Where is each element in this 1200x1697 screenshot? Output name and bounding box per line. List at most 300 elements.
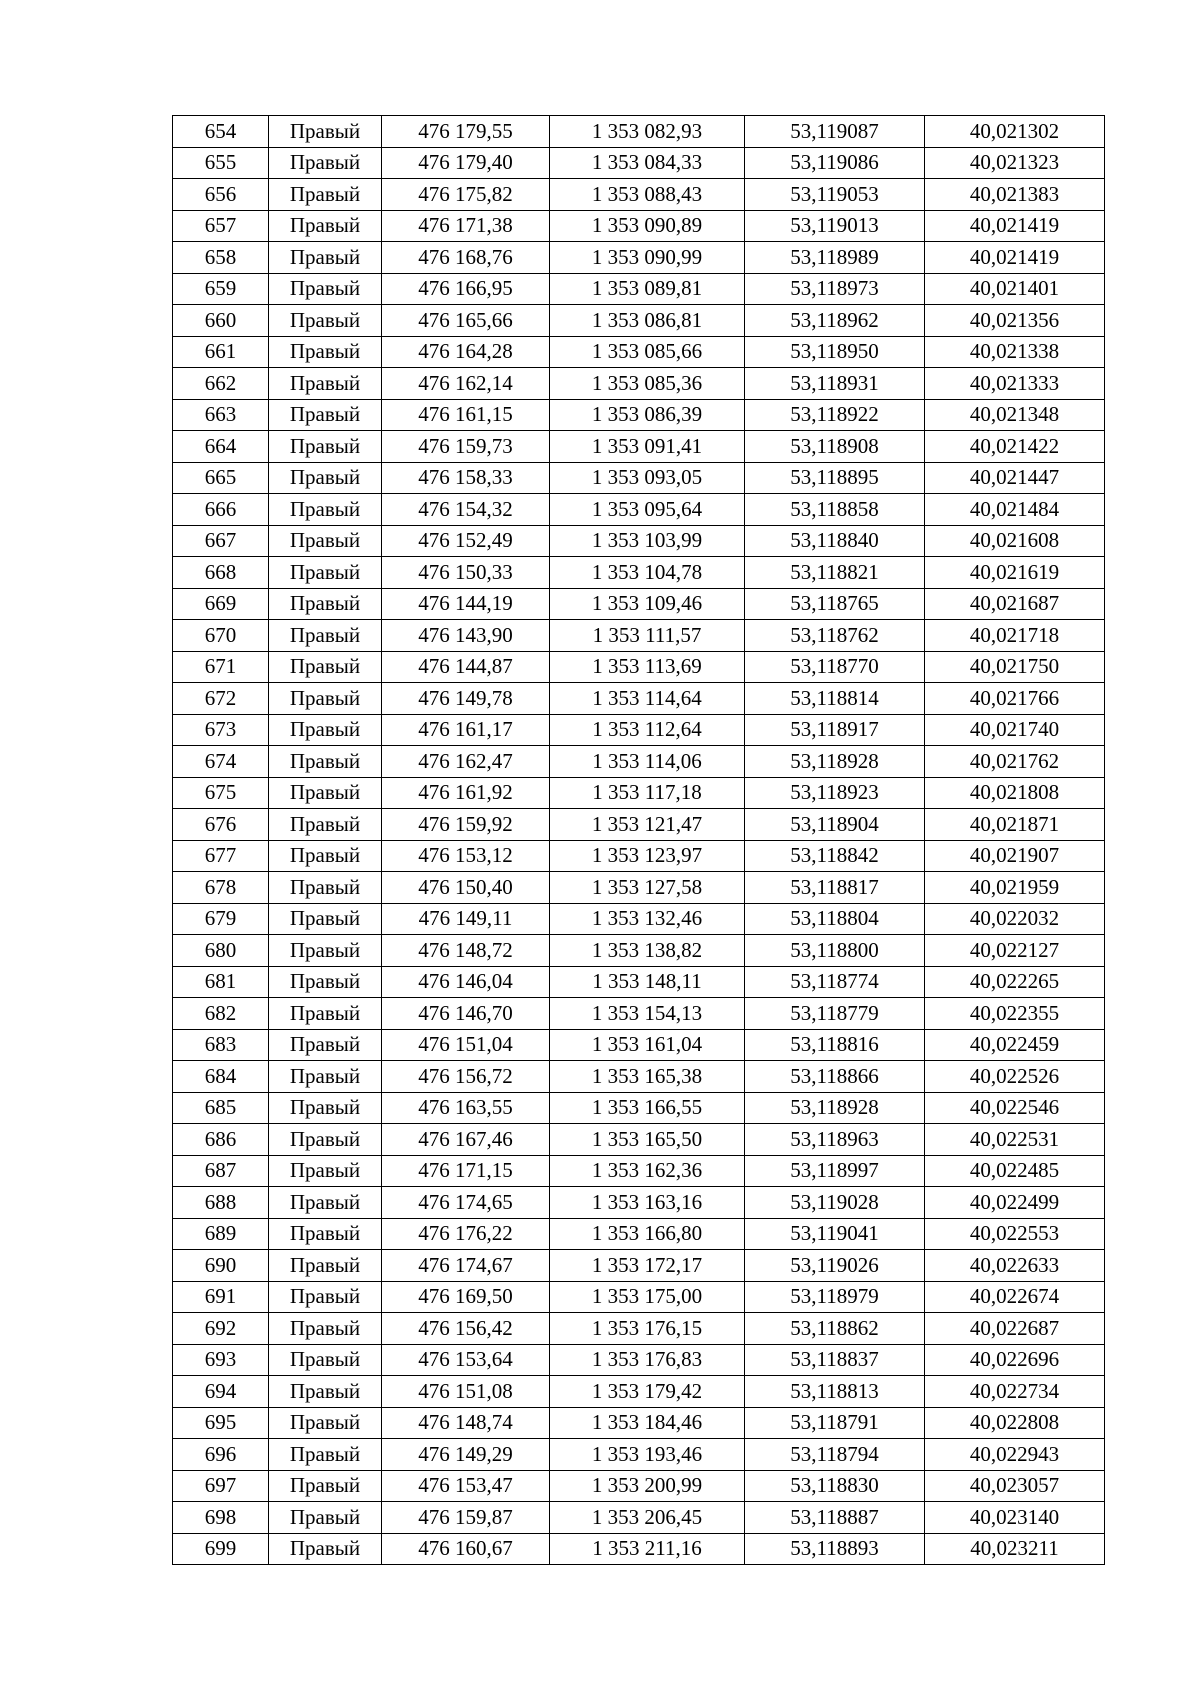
point-number-cell: 664 bbox=[173, 431, 269, 463]
x-coordinate-cell: 476 148,72 bbox=[382, 935, 550, 967]
x-coordinate-cell: 476 162,47 bbox=[382, 746, 550, 778]
point-number-cell: 690 bbox=[173, 1250, 269, 1282]
side-cell: Правый bbox=[269, 1029, 382, 1061]
side-cell: Правый bbox=[269, 336, 382, 368]
side-cell: Правый bbox=[269, 620, 382, 652]
point-number-cell: 699 bbox=[173, 1533, 269, 1565]
side-cell: Правый bbox=[269, 714, 382, 746]
point-number-cell: 672 bbox=[173, 683, 269, 715]
y-coordinate-cell: 1 353 175,00 bbox=[550, 1281, 745, 1313]
longitude-cell: 40,021766 bbox=[925, 683, 1105, 715]
y-coordinate-cell: 1 353 206,45 bbox=[550, 1502, 745, 1534]
latitude-cell: 53,118858 bbox=[745, 494, 925, 526]
side-cell: Правый bbox=[269, 1250, 382, 1282]
point-number-cell: 687 bbox=[173, 1155, 269, 1187]
side-cell: Правый bbox=[269, 872, 382, 904]
latitude-cell: 53,119041 bbox=[745, 1218, 925, 1250]
table-row bbox=[173, 777, 1105, 809]
point-number-cell: 681 bbox=[173, 966, 269, 998]
x-coordinate-cell: 476 154,32 bbox=[382, 494, 550, 526]
side-cell: Правый bbox=[269, 368, 382, 400]
longitude-cell: 40,021484 bbox=[925, 494, 1105, 526]
point-number-cell: 692 bbox=[173, 1313, 269, 1345]
longitude-cell: 40,022265 bbox=[925, 966, 1105, 998]
point-number-cell: 698 bbox=[173, 1502, 269, 1534]
longitude-cell: 40,021348 bbox=[925, 399, 1105, 431]
longitude-cell: 40,021619 bbox=[925, 557, 1105, 589]
side-cell: Правый bbox=[269, 462, 382, 494]
x-coordinate-cell: 476 150,40 bbox=[382, 872, 550, 904]
x-coordinate-cell: 476 179,40 bbox=[382, 147, 550, 179]
table-row bbox=[173, 746, 1105, 778]
longitude-cell: 40,021740 bbox=[925, 714, 1105, 746]
side-cell: Правый bbox=[269, 1313, 382, 1345]
longitude-cell: 40,022546 bbox=[925, 1092, 1105, 1124]
y-coordinate-cell: 1 353 089,81 bbox=[550, 273, 745, 305]
longitude-cell: 40,022032 bbox=[925, 903, 1105, 935]
longitude-cell: 40,021356 bbox=[925, 305, 1105, 337]
point-number-cell: 678 bbox=[173, 872, 269, 904]
longitude-cell: 40,022734 bbox=[925, 1376, 1105, 1408]
longitude-cell: 40,021718 bbox=[925, 620, 1105, 652]
x-coordinate-cell: 476 152,49 bbox=[382, 525, 550, 557]
table-row bbox=[173, 872, 1105, 904]
side-cell: Правый bbox=[269, 840, 382, 872]
table-row bbox=[173, 1344, 1105, 1376]
latitude-cell: 53,118791 bbox=[745, 1407, 925, 1439]
side-cell: Правый bbox=[269, 242, 382, 274]
y-coordinate-cell: 1 353 166,80 bbox=[550, 1218, 745, 1250]
longitude-cell: 40,022355 bbox=[925, 998, 1105, 1030]
y-coordinate-cell: 1 353 084,33 bbox=[550, 147, 745, 179]
x-coordinate-cell: 476 146,70 bbox=[382, 998, 550, 1030]
x-coordinate-cell: 476 164,28 bbox=[382, 336, 550, 368]
longitude-cell: 40,022808 bbox=[925, 1407, 1105, 1439]
latitude-cell: 53,118997 bbox=[745, 1155, 925, 1187]
point-number-cell: 659 bbox=[173, 273, 269, 305]
y-coordinate-cell: 1 353 104,78 bbox=[550, 557, 745, 589]
x-coordinate-cell: 476 149,29 bbox=[382, 1439, 550, 1471]
x-coordinate-cell: 476 158,33 bbox=[382, 462, 550, 494]
x-coordinate-cell: 476 153,47 bbox=[382, 1470, 550, 1502]
latitude-cell: 53,118922 bbox=[745, 399, 925, 431]
longitude-cell: 40,021907 bbox=[925, 840, 1105, 872]
latitude-cell: 53,118774 bbox=[745, 966, 925, 998]
table-row bbox=[173, 809, 1105, 841]
y-coordinate-cell: 1 353 085,36 bbox=[550, 368, 745, 400]
table-row bbox=[173, 1250, 1105, 1282]
point-number-cell: 663 bbox=[173, 399, 269, 431]
y-coordinate-cell: 1 353 113,69 bbox=[550, 651, 745, 683]
table-row bbox=[173, 368, 1105, 400]
table-row bbox=[173, 1061, 1105, 1093]
table-row bbox=[173, 966, 1105, 998]
side-cell: Правый bbox=[269, 1376, 382, 1408]
latitude-cell: 53,118842 bbox=[745, 840, 925, 872]
x-coordinate-cell: 476 149,11 bbox=[382, 903, 550, 935]
side-cell: Правый bbox=[269, 1187, 382, 1219]
x-coordinate-cell: 476 160,67 bbox=[382, 1533, 550, 1565]
latitude-cell: 53,118979 bbox=[745, 1281, 925, 1313]
table-row bbox=[173, 210, 1105, 242]
y-coordinate-cell: 1 353 161,04 bbox=[550, 1029, 745, 1061]
table-row bbox=[173, 399, 1105, 431]
longitude-cell: 40,023140 bbox=[925, 1502, 1105, 1534]
x-coordinate-cell: 476 179,55 bbox=[382, 116, 550, 148]
x-coordinate-cell: 476 161,92 bbox=[382, 777, 550, 809]
longitude-cell: 40,022499 bbox=[925, 1187, 1105, 1219]
table-row bbox=[173, 525, 1105, 557]
latitude-cell: 53,118804 bbox=[745, 903, 925, 935]
side-cell: Правый bbox=[269, 1502, 382, 1534]
x-coordinate-cell: 476 153,64 bbox=[382, 1344, 550, 1376]
x-coordinate-cell: 476 171,38 bbox=[382, 210, 550, 242]
side-cell: Правый bbox=[269, 273, 382, 305]
latitude-cell: 53,118816 bbox=[745, 1029, 925, 1061]
side-cell: Правый bbox=[269, 431, 382, 463]
y-coordinate-cell: 1 353 111,57 bbox=[550, 620, 745, 652]
longitude-cell: 40,023211 bbox=[925, 1533, 1105, 1565]
latitude-cell: 53,118821 bbox=[745, 557, 925, 589]
latitude-cell: 53,118862 bbox=[745, 1313, 925, 1345]
table-row bbox=[173, 116, 1105, 148]
table-row bbox=[173, 840, 1105, 872]
y-coordinate-cell: 1 353 172,17 bbox=[550, 1250, 745, 1282]
y-coordinate-cell: 1 353 112,64 bbox=[550, 714, 745, 746]
latitude-cell: 53,118765 bbox=[745, 588, 925, 620]
table-row bbox=[173, 588, 1105, 620]
point-number-cell: 671 bbox=[173, 651, 269, 683]
latitude-cell: 53,119087 bbox=[745, 116, 925, 148]
y-coordinate-cell: 1 353 090,89 bbox=[550, 210, 745, 242]
longitude-cell: 40,022127 bbox=[925, 935, 1105, 967]
side-cell: Правый bbox=[269, 777, 382, 809]
latitude-cell: 53,118904 bbox=[745, 809, 925, 841]
y-coordinate-cell: 1 353 176,83 bbox=[550, 1344, 745, 1376]
y-coordinate-cell: 1 353 086,81 bbox=[550, 305, 745, 337]
x-coordinate-cell: 476 143,90 bbox=[382, 620, 550, 652]
longitude-cell: 40,021871 bbox=[925, 809, 1105, 841]
latitude-cell: 53,118895 bbox=[745, 462, 925, 494]
point-number-cell: 668 bbox=[173, 557, 269, 589]
y-coordinate-cell: 1 353 179,42 bbox=[550, 1376, 745, 1408]
longitude-cell: 40,022674 bbox=[925, 1281, 1105, 1313]
latitude-cell: 53,118962 bbox=[745, 305, 925, 337]
latitude-cell: 53,118887 bbox=[745, 1502, 925, 1534]
x-coordinate-cell: 476 156,42 bbox=[382, 1313, 550, 1345]
x-coordinate-cell: 476 159,87 bbox=[382, 1502, 550, 1534]
x-coordinate-cell: 476 167,46 bbox=[382, 1124, 550, 1156]
side-cell: Правый bbox=[269, 1344, 382, 1376]
table-row bbox=[173, 1376, 1105, 1408]
point-number-cell: 682 bbox=[173, 998, 269, 1030]
side-cell: Правый bbox=[269, 1155, 382, 1187]
side-cell: Правый bbox=[269, 651, 382, 683]
point-number-cell: 670 bbox=[173, 620, 269, 652]
table-row bbox=[173, 998, 1105, 1030]
x-coordinate-cell: 476 151,04 bbox=[382, 1029, 550, 1061]
y-coordinate-cell: 1 353 103,99 bbox=[550, 525, 745, 557]
longitude-cell: 40,023057 bbox=[925, 1470, 1105, 1502]
table-row bbox=[173, 431, 1105, 463]
x-coordinate-cell: 476 151,08 bbox=[382, 1376, 550, 1408]
x-coordinate-cell: 476 156,72 bbox=[382, 1061, 550, 1093]
table-row bbox=[173, 903, 1105, 935]
longitude-cell: 40,021338 bbox=[925, 336, 1105, 368]
side-cell: Правый bbox=[269, 809, 382, 841]
longitude-cell: 40,021383 bbox=[925, 179, 1105, 211]
x-coordinate-cell: 476 161,17 bbox=[382, 714, 550, 746]
longitude-cell: 40,021422 bbox=[925, 431, 1105, 463]
x-coordinate-cell: 476 159,92 bbox=[382, 809, 550, 841]
point-number-cell: 674 bbox=[173, 746, 269, 778]
side-cell: Правый bbox=[269, 116, 382, 148]
latitude-cell: 53,118770 bbox=[745, 651, 925, 683]
side-cell: Правый bbox=[269, 494, 382, 526]
y-coordinate-cell: 1 353 132,46 bbox=[550, 903, 745, 935]
longitude-cell: 40,021687 bbox=[925, 588, 1105, 620]
point-number-cell: 680 bbox=[173, 935, 269, 967]
side-cell: Правый bbox=[269, 1092, 382, 1124]
y-coordinate-cell: 1 353 088,43 bbox=[550, 179, 745, 211]
side-cell: Правый bbox=[269, 683, 382, 715]
longitude-cell: 40,021447 bbox=[925, 462, 1105, 494]
y-coordinate-cell: 1 353 086,39 bbox=[550, 399, 745, 431]
latitude-cell: 53,118779 bbox=[745, 998, 925, 1030]
longitude-cell: 40,022696 bbox=[925, 1344, 1105, 1376]
x-coordinate-cell: 476 162,14 bbox=[382, 368, 550, 400]
longitude-cell: 40,021419 bbox=[925, 210, 1105, 242]
y-coordinate-cell: 1 353 162,36 bbox=[550, 1155, 745, 1187]
latitude-cell: 53,118866 bbox=[745, 1061, 925, 1093]
point-number-cell: 684 bbox=[173, 1061, 269, 1093]
point-number-cell: 686 bbox=[173, 1124, 269, 1156]
longitude-cell: 40,021762 bbox=[925, 746, 1105, 778]
point-number-cell: 657 bbox=[173, 210, 269, 242]
x-coordinate-cell: 476 175,82 bbox=[382, 179, 550, 211]
side-cell: Правый bbox=[269, 210, 382, 242]
side-cell: Правый bbox=[269, 525, 382, 557]
y-coordinate-cell: 1 353 193,46 bbox=[550, 1439, 745, 1471]
y-coordinate-cell: 1 353 184,46 bbox=[550, 1407, 745, 1439]
point-number-cell: 660 bbox=[173, 305, 269, 337]
point-number-cell: 695 bbox=[173, 1407, 269, 1439]
x-coordinate-cell: 476 169,50 bbox=[382, 1281, 550, 1313]
x-coordinate-cell: 476 166,95 bbox=[382, 273, 550, 305]
x-coordinate-cell: 476 176,22 bbox=[382, 1218, 550, 1250]
longitude-cell: 40,022687 bbox=[925, 1313, 1105, 1345]
point-number-cell: 689 bbox=[173, 1218, 269, 1250]
side-cell: Правый bbox=[269, 998, 382, 1030]
latitude-cell: 53,118908 bbox=[745, 431, 925, 463]
x-coordinate-cell: 476 161,15 bbox=[382, 399, 550, 431]
point-number-cell: 655 bbox=[173, 147, 269, 179]
longitude-cell: 40,021608 bbox=[925, 525, 1105, 557]
point-number-cell: 676 bbox=[173, 809, 269, 841]
x-coordinate-cell: 476 148,74 bbox=[382, 1407, 550, 1439]
side-cell: Правый bbox=[269, 1533, 382, 1565]
latitude-cell: 53,119053 bbox=[745, 179, 925, 211]
point-number-cell: 683 bbox=[173, 1029, 269, 1061]
table-row bbox=[173, 1281, 1105, 1313]
x-coordinate-cell: 476 174,65 bbox=[382, 1187, 550, 1219]
longitude-cell: 40,022459 bbox=[925, 1029, 1105, 1061]
y-coordinate-cell: 1 353 082,93 bbox=[550, 116, 745, 148]
side-cell: Правый bbox=[269, 1218, 382, 1250]
y-coordinate-cell: 1 353 114,06 bbox=[550, 746, 745, 778]
y-coordinate-cell: 1 353 093,05 bbox=[550, 462, 745, 494]
point-number-cell: 693 bbox=[173, 1344, 269, 1376]
y-coordinate-cell: 1 353 148,11 bbox=[550, 966, 745, 998]
y-coordinate-cell: 1 353 127,58 bbox=[550, 872, 745, 904]
side-cell: Правый bbox=[269, 935, 382, 967]
table-row bbox=[173, 714, 1105, 746]
longitude-cell: 40,022526 bbox=[925, 1061, 1105, 1093]
y-coordinate-cell: 1 353 165,38 bbox=[550, 1061, 745, 1093]
side-cell: Правый bbox=[269, 1124, 382, 1156]
y-coordinate-cell: 1 353 163,16 bbox=[550, 1187, 745, 1219]
side-cell: Правый bbox=[269, 966, 382, 998]
table-row bbox=[173, 1470, 1105, 1502]
point-number-cell: 675 bbox=[173, 777, 269, 809]
table-row bbox=[173, 1407, 1105, 1439]
longitude-cell: 40,022553 bbox=[925, 1218, 1105, 1250]
table-row bbox=[173, 651, 1105, 683]
latitude-cell: 53,118840 bbox=[745, 525, 925, 557]
longitude-cell: 40,021419 bbox=[925, 242, 1105, 274]
y-coordinate-cell: 1 353 091,41 bbox=[550, 431, 745, 463]
x-coordinate-cell: 476 146,04 bbox=[382, 966, 550, 998]
table-row bbox=[173, 557, 1105, 589]
point-number-cell: 669 bbox=[173, 588, 269, 620]
table-row bbox=[173, 1502, 1105, 1534]
y-coordinate-cell: 1 353 176,15 bbox=[550, 1313, 745, 1345]
point-number-cell: 656 bbox=[173, 179, 269, 211]
longitude-cell: 40,022633 bbox=[925, 1250, 1105, 1282]
point-number-cell: 697 bbox=[173, 1470, 269, 1502]
table-row bbox=[173, 1155, 1105, 1187]
y-coordinate-cell: 1 353 166,55 bbox=[550, 1092, 745, 1124]
latitude-cell: 53,118989 bbox=[745, 242, 925, 274]
table-row bbox=[173, 683, 1105, 715]
latitude-cell: 53,118917 bbox=[745, 714, 925, 746]
table-row bbox=[173, 273, 1105, 305]
table-row bbox=[173, 336, 1105, 368]
side-cell: Правый bbox=[269, 1407, 382, 1439]
side-cell: Правый bbox=[269, 179, 382, 211]
table-row bbox=[173, 1313, 1105, 1345]
point-number-cell: 694 bbox=[173, 1376, 269, 1408]
side-cell: Правый bbox=[269, 399, 382, 431]
y-coordinate-cell: 1 353 117,18 bbox=[550, 777, 745, 809]
latitude-cell: 53,118762 bbox=[745, 620, 925, 652]
table-row bbox=[173, 620, 1105, 652]
x-coordinate-cell: 476 149,78 bbox=[382, 683, 550, 715]
point-number-cell: 685 bbox=[173, 1092, 269, 1124]
coordinates-table-body bbox=[173, 116, 1105, 1565]
table-row bbox=[173, 935, 1105, 967]
latitude-cell: 53,118931 bbox=[745, 368, 925, 400]
y-coordinate-cell: 1 353 138,82 bbox=[550, 935, 745, 967]
y-coordinate-cell: 1 353 095,64 bbox=[550, 494, 745, 526]
table-row bbox=[173, 1124, 1105, 1156]
longitude-cell: 40,021401 bbox=[925, 273, 1105, 305]
table-row bbox=[173, 242, 1105, 274]
side-cell: Правый bbox=[269, 1281, 382, 1313]
table-row bbox=[173, 1187, 1105, 1219]
x-coordinate-cell: 476 163,55 bbox=[382, 1092, 550, 1124]
longitude-cell: 40,022531 bbox=[925, 1124, 1105, 1156]
y-coordinate-cell: 1 353 085,66 bbox=[550, 336, 745, 368]
point-number-cell: 673 bbox=[173, 714, 269, 746]
table-row bbox=[173, 494, 1105, 526]
point-number-cell: 679 bbox=[173, 903, 269, 935]
point-number-cell: 661 bbox=[173, 336, 269, 368]
latitude-cell: 53,118814 bbox=[745, 683, 925, 715]
side-cell: Правый bbox=[269, 1439, 382, 1471]
latitude-cell: 53,118928 bbox=[745, 746, 925, 778]
point-number-cell: 691 bbox=[173, 1281, 269, 1313]
latitude-cell: 53,118830 bbox=[745, 1470, 925, 1502]
x-coordinate-cell: 476 153,12 bbox=[382, 840, 550, 872]
x-coordinate-cell: 476 174,67 bbox=[382, 1250, 550, 1282]
table-row bbox=[173, 1218, 1105, 1250]
table-row bbox=[173, 1439, 1105, 1471]
y-coordinate-cell: 1 353 123,97 bbox=[550, 840, 745, 872]
latitude-cell: 53,118950 bbox=[745, 336, 925, 368]
table-row bbox=[173, 462, 1105, 494]
latitude-cell: 53,119013 bbox=[745, 210, 925, 242]
longitude-cell: 40,022943 bbox=[925, 1439, 1105, 1471]
point-number-cell: 688 bbox=[173, 1187, 269, 1219]
y-coordinate-cell: 1 353 090,99 bbox=[550, 242, 745, 274]
side-cell: Правый bbox=[269, 903, 382, 935]
longitude-cell: 40,021808 bbox=[925, 777, 1105, 809]
table-row bbox=[173, 179, 1105, 211]
latitude-cell: 53,118963 bbox=[745, 1124, 925, 1156]
point-number-cell: 665 bbox=[173, 462, 269, 494]
latitude-cell: 53,118800 bbox=[745, 935, 925, 967]
point-number-cell: 677 bbox=[173, 840, 269, 872]
latitude-cell: 53,119086 bbox=[745, 147, 925, 179]
y-coordinate-cell: 1 353 114,64 bbox=[550, 683, 745, 715]
x-coordinate-cell: 476 150,33 bbox=[382, 557, 550, 589]
point-number-cell: 666 bbox=[173, 494, 269, 526]
coordinates-table bbox=[172, 115, 1105, 1565]
x-coordinate-cell: 476 168,76 bbox=[382, 242, 550, 274]
latitude-cell: 53,119026 bbox=[745, 1250, 925, 1282]
longitude-cell: 40,021959 bbox=[925, 872, 1105, 904]
latitude-cell: 53,118928 bbox=[745, 1092, 925, 1124]
point-number-cell: 662 bbox=[173, 368, 269, 400]
side-cell: Правый bbox=[269, 588, 382, 620]
latitude-cell: 53,118837 bbox=[745, 1344, 925, 1376]
longitude-cell: 40,021323 bbox=[925, 147, 1105, 179]
y-coordinate-cell: 1 353 109,46 bbox=[550, 588, 745, 620]
side-cell: Правый bbox=[269, 305, 382, 337]
latitude-cell: 53,118794 bbox=[745, 1439, 925, 1471]
y-coordinate-cell: 1 353 200,99 bbox=[550, 1470, 745, 1502]
x-coordinate-cell: 476 171,15 bbox=[382, 1155, 550, 1187]
x-coordinate-cell: 476 159,73 bbox=[382, 431, 550, 463]
y-coordinate-cell: 1 353 121,47 bbox=[550, 809, 745, 841]
x-coordinate-cell: 476 144,87 bbox=[382, 651, 550, 683]
latitude-cell: 53,118973 bbox=[745, 273, 925, 305]
point-number-cell: 658 bbox=[173, 242, 269, 274]
table-row bbox=[173, 1533, 1105, 1565]
longitude-cell: 40,021333 bbox=[925, 368, 1105, 400]
table-row bbox=[173, 1092, 1105, 1124]
